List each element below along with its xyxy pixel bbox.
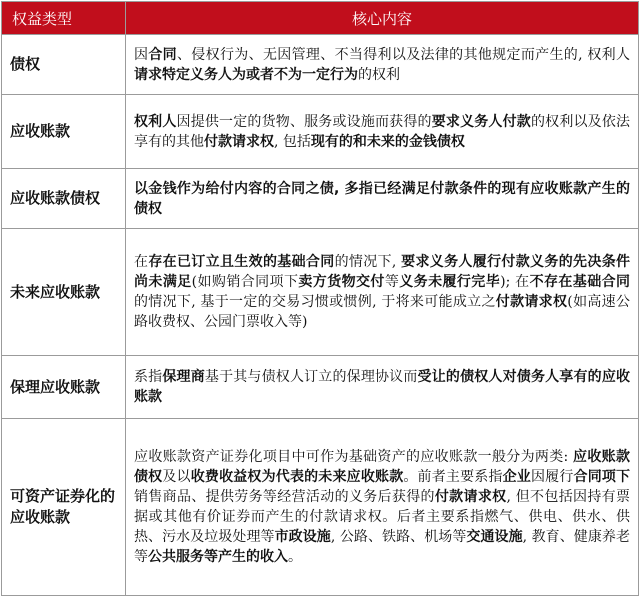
text-segment: 的权利 <box>358 66 400 83</box>
row-type: 未来应收账款 <box>2 229 126 356</box>
emphasis-text: 交通设施 <box>466 529 523 545</box>
row-content <box>126 419 639 596</box>
table-row <box>2 169 639 229</box>
text-segment: 。 <box>288 549 302 565</box>
text-segment: 基于其与债权人订立的保理协议而 <box>204 369 418 385</box>
text-segment: ); 在 <box>500 274 530 290</box>
emphasis-text: 应收账款债权 <box>134 449 631 485</box>
emphasis-text: 公共服务等产生的收入 <box>148 549 288 565</box>
text-segment: (如购销合同项下 <box>191 274 299 290</box>
table-row <box>2 35 639 95</box>
emphasis-text: 以金钱作为给付内容的合同之债, 多指已经满足付款条件的现有应收账款产生的债权 <box>134 180 630 217</box>
emphasis-text: 要求义务人履行付款义务的先决条件尚未满足 <box>134 254 631 290</box>
emphasis-text: 合同项下 <box>573 469 631 485</box>
emphasis-text: 权利人 <box>134 113 177 130</box>
emphasis-text: 要求义务人付款 <box>431 113 531 130</box>
text-segment: 等 <box>384 274 400 290</box>
emphasis-text: 市政设施 <box>274 529 331 545</box>
row-type: 保理应收账款 <box>2 356 126 419</box>
table-row <box>2 419 639 596</box>
text-segment: 。前者主要系指 <box>403 469 503 485</box>
emphasis-text: 企业 <box>502 469 531 485</box>
row-content <box>126 95 639 169</box>
text-segment: 在 <box>134 254 149 270</box>
text-segment: , 公路、铁路、机场等 <box>330 529 467 545</box>
row-type: 债权 <box>2 35 126 95</box>
text-segment: 及以 <box>162 469 191 485</box>
emphasis-text: 现有的和未来的金钱债权 <box>310 133 465 150</box>
emphasis-text: 不存在基础合同 <box>529 274 631 290</box>
text-segment: , 包括 <box>274 133 311 150</box>
text-segment: 的权利以及依法享有的其他 <box>134 113 631 150</box>
emphasis-text: 合同 <box>148 46 177 63</box>
text-segment: 的情况下, 基于一定的交易习惯或惯例, 于将来可能成立之 <box>134 294 496 310</box>
text-segment: (如高速公路收费权、公园门票收入等) <box>134 294 630 330</box>
row-content <box>126 35 639 95</box>
text-segment: 应收账款资产证券化项目中可作为基础资产的应收账款一般分为两类: <box>134 449 574 465</box>
text-segment: , 教育、健康养老等 <box>134 529 630 565</box>
row-content <box>126 356 639 419</box>
row-type: 应收账款 <box>2 95 126 169</box>
emphasis-text: 受让的债权人对债务人享有的应收账款 <box>134 369 631 405</box>
header-content: 核心内容 <box>126 2 639 35</box>
row-content <box>126 229 639 356</box>
row-type: 应收账款债权 <box>2 169 126 229</box>
emphasis-text: 收费收益权为代表的未来应收账款 <box>190 469 404 485</box>
text-segment: 的情况下, <box>334 254 402 270</box>
table-row <box>2 356 639 419</box>
text-segment: 因提供一定的货物、服务或设施而获得的 <box>176 113 432 130</box>
emphasis-text: 卖方货物交付 <box>298 274 385 290</box>
text-segment: , 但不包括因持有票据或其他有价证券而产生的付款请求权。后者主要系指燃气、供电、供水、供热、污水及垃圾处理等 <box>134 489 631 545</box>
equity-type-table <box>1 1 639 596</box>
text-segment: 因 <box>134 46 149 63</box>
emphasis-text: 付款请求权 <box>204 133 274 150</box>
emphasis-text: 付款请求权 <box>434 489 507 505</box>
row-type: 可资产证券化的应收账款 <box>2 419 126 596</box>
text-segment: 因履行 <box>530 469 574 485</box>
emphasis-text: 付款请求权 <box>495 294 568 310</box>
text-segment: 销售商品、提供劳务等经营活动的义务后获得的 <box>134 489 435 505</box>
emphasis-text: 保理商 <box>162 369 205 385</box>
row-content <box>126 169 639 229</box>
table-row <box>2 95 639 169</box>
header-row <box>2 2 639 35</box>
emphasis-text: 存在已订立且生效的基础合同 <box>148 254 335 270</box>
text-segment: 、侵权行为、无因管理、不当得利以及法律的其他规定而产生的, 权利人 <box>176 46 630 63</box>
text-segment: 系指 <box>134 369 163 385</box>
header-type: 权益类型 <box>2 2 126 35</box>
table-row <box>2 229 639 356</box>
emphasis-text: 请求特定义务人为或者不为一定行为 <box>134 66 358 83</box>
emphasis-text: 义务未履行完毕 <box>399 274 501 290</box>
